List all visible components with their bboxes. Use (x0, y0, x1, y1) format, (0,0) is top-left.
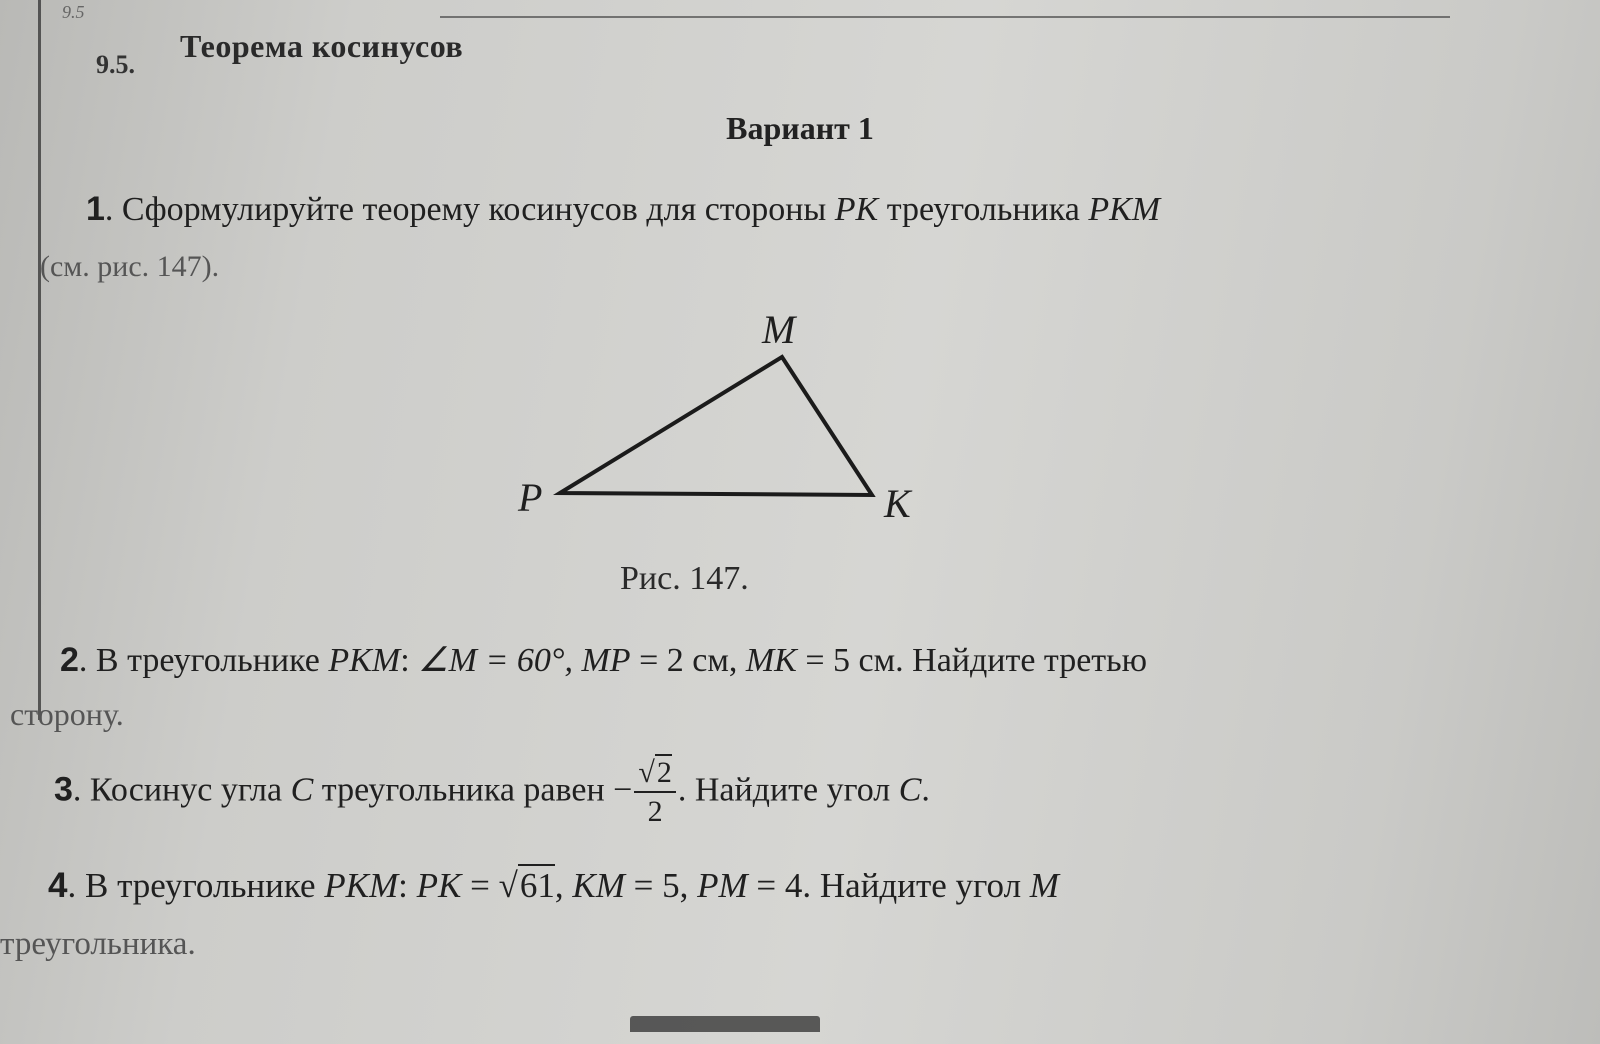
problem-3-angle: C (290, 771, 314, 809)
triangle-figure (500, 305, 940, 535)
problem-4-pm-label: PM (697, 866, 748, 905)
margin-rule (38, 0, 41, 720)
problem-4-colon: : (398, 866, 408, 905)
problem-2-mp-value: = 2 см, (639, 642, 738, 679)
fraction-denominator: 2 (647, 795, 663, 828)
problem-4-number: 4 (48, 866, 68, 905)
fraction-numerator-radicand: 2 (656, 756, 672, 789)
problem-2-mk-value: = 5 см. Найдите третью (805, 642, 1148, 679)
problem-4-angle: M (1029, 866, 1059, 905)
problem-4-line-1: 4. В треугольнике PKM: PK = √61, KM = 5, PM = 4. Найдите угол M (48, 866, 1059, 905)
problem-3-text: Косинус угла (89, 771, 283, 809)
problem-3-end: . (921, 771, 930, 809)
problem-4-triangle: PKM (324, 866, 399, 905)
problem-4-km-value: = 5, (633, 866, 689, 905)
figure-caption: Рис. 147. (620, 560, 749, 597)
problem-1-text: Сформулируйте теорему косинусов для стороны (121, 191, 827, 228)
problem-2-colon: : (400, 642, 410, 679)
problem-4-comma: , (554, 866, 564, 905)
problem-3-text-c: . Найдите угол (677, 771, 891, 809)
problem-2-mp-label: MP (581, 642, 631, 679)
problem-2-number: 2 (60, 641, 79, 679)
problem-1-line-1: 1. Сформулируйте теорему косинусов для стороны PK треугольника PKM (86, 190, 1161, 228)
problem-4-eq: = (470, 866, 490, 905)
vertex-label-m: M (762, 307, 796, 352)
problem-1-side: PK (834, 191, 879, 228)
triangle-pkm (560, 357, 872, 495)
problem-4-sqrt-radicand: 61 (519, 866, 555, 905)
fraction-numerator: √2 (634, 758, 675, 793)
problem-4-line-2: треугольника. (0, 926, 196, 962)
problem-2-line-1: 2. В треугольнике PKM: ∠M = 60°, MP = 2 см, MK = 5 см. Найдите третью (60, 641, 1148, 679)
problem-3-fraction (634, 758, 675, 827)
problem-3-line: 3. Косинус угла C треугольника равен − $\frac{√2}{2}$ . Найдите угол C. (54, 756, 930, 828)
problem-2-line-2: сторону. (10, 696, 124, 732)
problem-2-text: В треугольнике (95, 642, 320, 679)
vertex-label-p: P (518, 475, 543, 520)
problem-3-text-b: треугольника равен (321, 771, 605, 809)
problem-1-number: 1 (86, 190, 105, 228)
problem-2-triangle: PKM (328, 642, 401, 679)
problem-2-mk-label: MK (745, 642, 797, 679)
problem-2-angle: ∠M = 60°, (418, 642, 573, 679)
vertex-label-k: K (884, 481, 911, 526)
problem-4-km-label: KM (572, 866, 625, 905)
problem-1-text-b: треугольника (886, 191, 1080, 228)
problem-4-text: В треугольнике (84, 866, 316, 905)
problem-4-pk-label: PK (416, 866, 462, 905)
corner-mark: 9.5 (62, 2, 85, 22)
header-rule (440, 16, 1450, 18)
next-variant-heading-cropped (630, 1012, 820, 1044)
section-number: 9.5. (96, 50, 135, 79)
cropped-heading-fragment (630, 1016, 820, 1032)
problem-3-angle-2: C (898, 771, 922, 809)
problem-4-pm-value: = 4. Найдите угол (756, 866, 1022, 905)
section-title: Теорема косинусов (180, 28, 464, 64)
problem-4-sqrt: √61 (498, 866, 555, 905)
variant-title: Вариант 1 (726, 110, 874, 146)
problem-1-triangle: PKM (1088, 191, 1161, 228)
problem-3-minus: − (613, 771, 633, 809)
problem-3-number: 3 (54, 770, 73, 809)
problem-1-ref: (см. рис. 147). (40, 250, 220, 283)
